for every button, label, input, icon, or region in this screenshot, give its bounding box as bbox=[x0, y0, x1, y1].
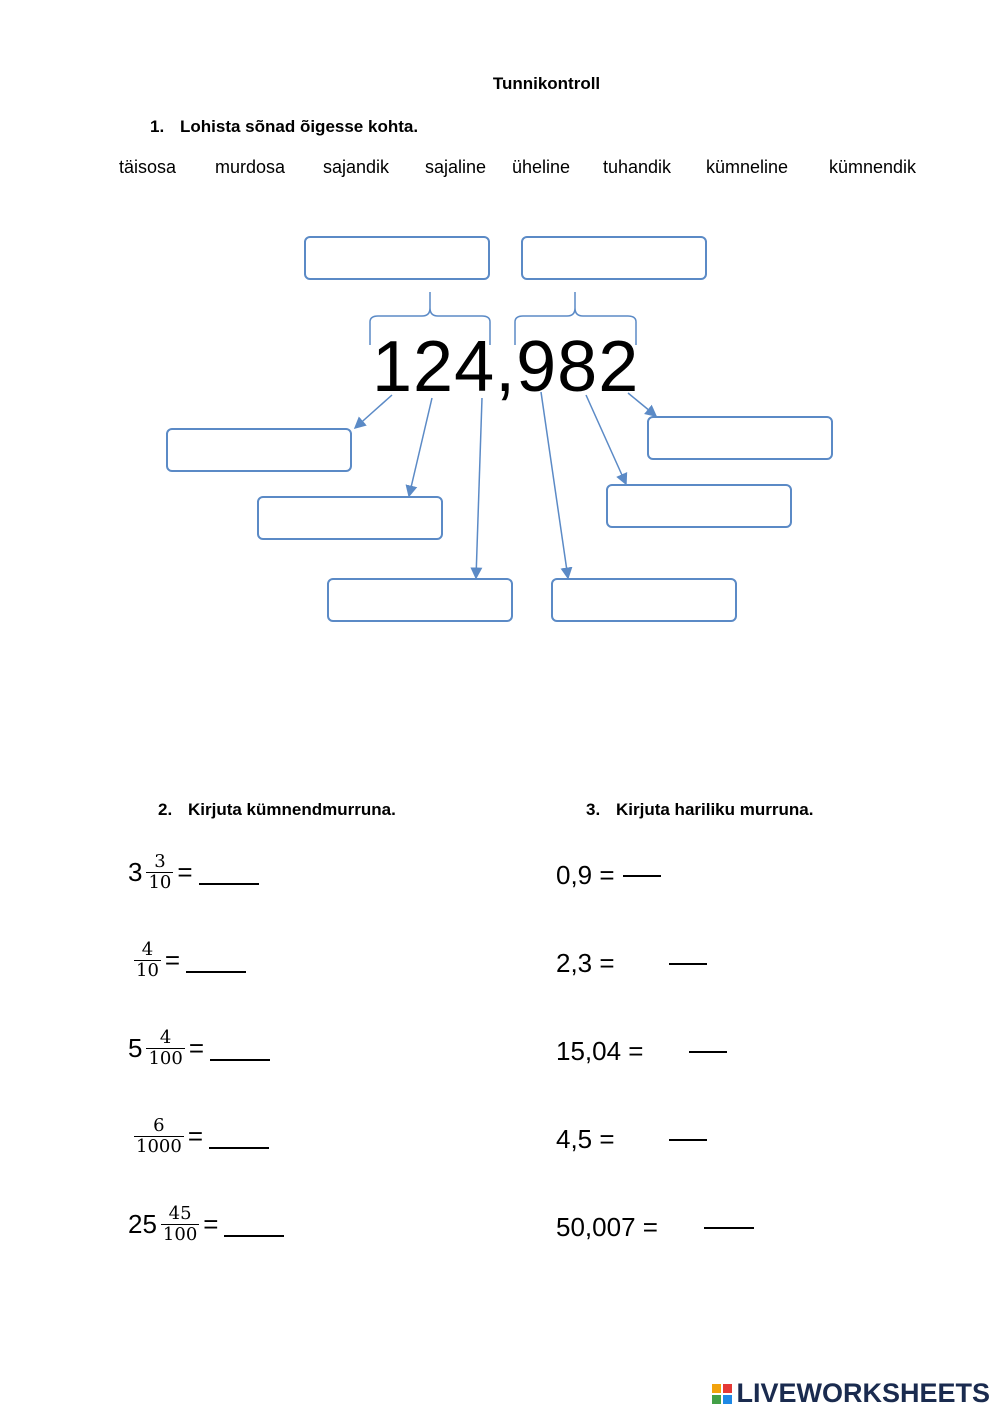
decimal-value: 4,5 = bbox=[556, 1124, 615, 1154]
whole-part: 25 bbox=[128, 1209, 157, 1239]
fraction bbox=[134, 1116, 184, 1157]
denominator: 10 bbox=[136, 960, 159, 981]
answer-blank[interactable] bbox=[199, 861, 259, 885]
arrow-line bbox=[409, 398, 432, 496]
decimal-expression bbox=[556, 1124, 707, 1155]
draggable-word[interactable]: täisosa bbox=[119, 157, 177, 177]
numerator: 4 bbox=[141, 939, 154, 960]
draggable-word[interactable]: kümnendik bbox=[829, 157, 917, 177]
task2-number: 2. bbox=[158, 800, 173, 819]
numerator: 45 bbox=[168, 1203, 192, 1224]
fraction-expression bbox=[128, 1028, 270, 1069]
numerator: 6 bbox=[153, 1115, 165, 1136]
decimal-value: 0,9 = bbox=[556, 860, 615, 890]
equals-sign: = bbox=[187, 1121, 203, 1151]
answer-fraction-line[interactable] bbox=[704, 1226, 754, 1229]
drop-box-digit-8[interactable] bbox=[606, 484, 792, 528]
fraction-expression bbox=[130, 940, 246, 981]
arrow-line bbox=[586, 395, 626, 484]
numerator: 4 bbox=[159, 1027, 172, 1048]
answer-blank[interactable] bbox=[186, 949, 246, 973]
whole-part: 5 bbox=[128, 1033, 143, 1063]
decimal-expression bbox=[556, 1212, 754, 1243]
drop-box-digit-9[interactable] bbox=[551, 578, 737, 622]
decimal-value: 15,04 = bbox=[556, 1036, 644, 1066]
draggable-word[interactable]: kümneline bbox=[706, 157, 789, 177]
decimal-value: 50,007 = bbox=[556, 1212, 658, 1242]
liveworksheets-logo bbox=[712, 1378, 990, 1409]
draggable-word[interactable]: sajaline bbox=[425, 157, 487, 177]
fraction bbox=[146, 852, 173, 893]
equals-sign: = bbox=[177, 857, 193, 887]
page-title: Tunnikontroll bbox=[492, 74, 601, 93]
logo-text: LIVEWORKSHEETS bbox=[736, 1378, 990, 1408]
draggable-word[interactable]: üheline bbox=[512, 157, 571, 177]
equals-sign: = bbox=[164, 945, 181, 975]
fraction bbox=[134, 940, 161, 981]
fraction bbox=[161, 1204, 199, 1245]
draggable-word[interactable]: murdosa bbox=[215, 157, 286, 177]
denominator: 100 bbox=[162, 1224, 198, 1245]
answer-blank[interactable] bbox=[224, 1213, 284, 1237]
task1-heading-text: Lohista sõnad õigesse kohta. bbox=[180, 117, 419, 136]
task3-heading-text: Kirjuta hariliku murruna. bbox=[616, 800, 814, 819]
decimal-value: 2,3 = bbox=[556, 948, 615, 978]
answer-fraction-line[interactable] bbox=[623, 874, 661, 877]
drop-box-digit-2[interactable] bbox=[257, 496, 443, 540]
denominator: 10 bbox=[148, 872, 172, 893]
decimal-expression bbox=[556, 860, 661, 891]
denominator: 1000 bbox=[136, 1136, 182, 1157]
denominator: 100 bbox=[148, 1048, 183, 1069]
decimal-number: 124,982 bbox=[372, 327, 640, 407]
drop-box-digit-2b[interactable] bbox=[647, 416, 833, 460]
draggable-word[interactable]: sajandik bbox=[323, 157, 390, 177]
draggable-word[interactable]: tuhandik bbox=[603, 157, 672, 177]
fraction-expression bbox=[128, 852, 259, 893]
task3-number: 3. bbox=[586, 800, 601, 819]
answer-blank[interactable] bbox=[210, 1037, 270, 1061]
answer-fraction-line[interactable] bbox=[669, 962, 707, 965]
drop-box-integer-part[interactable] bbox=[304, 236, 490, 280]
numerator: 3 bbox=[154, 851, 166, 872]
drop-box-digit-1[interactable] bbox=[166, 428, 352, 472]
decimal-expression bbox=[556, 948, 707, 979]
fraction bbox=[146, 1028, 184, 1069]
task1-number: 1. bbox=[150, 117, 165, 136]
answer-fraction-line[interactable] bbox=[689, 1050, 727, 1053]
equals-sign: = bbox=[188, 1033, 205, 1063]
drop-box-fraction-part[interactable] bbox=[521, 236, 707, 280]
task3-heading bbox=[586, 800, 813, 820]
logo-mark-icon bbox=[712, 1384, 732, 1404]
decimal-expression bbox=[556, 1036, 727, 1067]
whole-part: 3 bbox=[128, 857, 143, 887]
equals-sign: = bbox=[203, 1209, 219, 1239]
answer-blank[interactable] bbox=[209, 1125, 269, 1149]
drop-box-digit-4[interactable] bbox=[327, 578, 513, 622]
task2-heading bbox=[158, 800, 396, 820]
fraction-expression bbox=[130, 1116, 269, 1157]
arrow-line bbox=[541, 392, 568, 578]
answer-fraction-line[interactable] bbox=[669, 1138, 707, 1141]
task2-heading-text: Kirjuta kümnendmurruna. bbox=[188, 800, 396, 819]
arrow-line bbox=[476, 398, 482, 578]
fraction-expression bbox=[128, 1204, 284, 1245]
